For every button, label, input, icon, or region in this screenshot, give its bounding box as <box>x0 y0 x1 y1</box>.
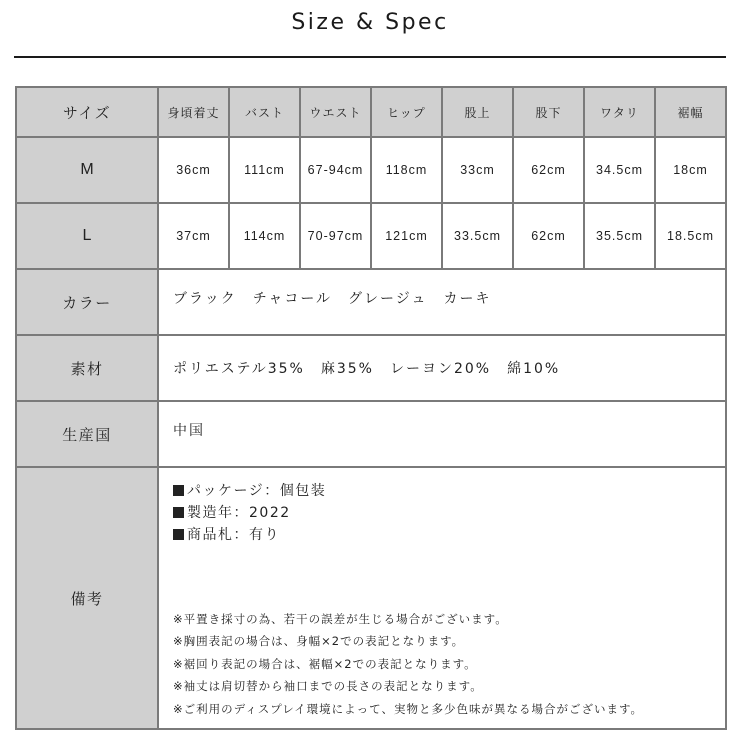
size-label: L <box>16 203 158 269</box>
remark-line: ※平置き採寸の為、若干の誤差が生じる場合がございます。 <box>173 611 508 626</box>
size-value: 67-94cm <box>300 137 371 203</box>
size-value: 36cm <box>158 137 229 203</box>
size-value: 70-97cm <box>300 203 371 269</box>
material-label: 素材 <box>16 335 158 401</box>
remark-line: ※裾回り表記の場合は、裾幅×2での表記となります。 <box>173 656 477 671</box>
color-row <box>16 269 726 335</box>
remark-line: ※袖丈は肩切替から袖口までの長さの表記となります。 <box>173 679 483 693</box>
origin-label: 生産国 <box>16 401 158 467</box>
square-bullet-icon <box>173 529 184 540</box>
size-value: 37cm <box>158 203 229 269</box>
column-header: 股下 <box>513 87 584 137</box>
size-value: 18.5cm <box>655 203 726 269</box>
bullet-item: パッケージ：個包装 <box>173 480 725 502</box>
material-item: 麻35% <box>320 361 374 377</box>
column-header: ウエスト <box>300 87 371 137</box>
column-header: ワタリ <box>584 87 655 137</box>
size-value: 34.5cm <box>584 137 655 203</box>
origin-row <box>16 401 726 467</box>
remark-line: ※胸囲表記の場合は、身幅×2での表記となります。 <box>173 634 465 648</box>
material-composition <box>158 335 726 401</box>
notes-content <box>158 467 726 729</box>
column-header: バスト <box>229 87 300 137</box>
origin-value: 中国 <box>158 401 726 467</box>
size-row-l <box>16 203 726 269</box>
bullet-item: 製造年：2022 <box>173 502 725 524</box>
color-option: ブラック <box>173 291 237 307</box>
size-header-row <box>16 87 726 137</box>
bullet-item: 商品札：有り <box>173 524 725 546</box>
column-header: 裾幅 <box>655 87 726 137</box>
color-label: カラー <box>16 269 158 335</box>
size-value: 33.5cm <box>442 203 513 269</box>
size-value: 114cm <box>229 203 300 269</box>
size-value: 121cm <box>371 203 442 269</box>
size-value: 118cm <box>371 137 442 203</box>
page-title: Size & Spec <box>291 10 449 35</box>
notes-label: 備考 <box>16 467 158 729</box>
square-bullet-icon <box>173 507 184 518</box>
size-spec-table <box>15 86 727 730</box>
size-value: 35.5cm <box>584 203 655 269</box>
column-header: 身頃着丈 <box>158 87 229 137</box>
material-item: レーヨン20% <box>389 361 492 377</box>
size-value: 33cm <box>442 137 513 203</box>
size-header-label: サイズ <box>16 87 158 137</box>
remark-line: ※ご利用のディスプレイ環境によって、実物と多少色味が異なる場合がございます。 <box>173 701 644 716</box>
size-row-m <box>16 137 726 203</box>
square-bullet-icon <box>173 485 184 496</box>
notes-bullets <box>173 480 725 546</box>
notes-row <box>16 467 726 729</box>
material-item: ポリエステル35% <box>173 361 305 377</box>
color-options <box>158 269 726 335</box>
size-label: M <box>16 137 158 203</box>
column-header: ヒップ <box>371 87 442 137</box>
color-option: グレージュ <box>348 291 428 307</box>
column-header: 股上 <box>442 87 513 137</box>
size-value: 18cm <box>655 137 726 203</box>
material-row <box>16 335 726 401</box>
size-value: 111cm <box>229 137 300 203</box>
title-divider <box>14 56 726 58</box>
material-item: 綿10% <box>507 361 561 377</box>
notes-remarks <box>173 608 643 721</box>
size-value: 62cm <box>513 137 584 203</box>
color-option: チャコール <box>252 291 333 307</box>
size-value: 62cm <box>513 203 584 269</box>
color-option: カーキ <box>443 291 492 307</box>
